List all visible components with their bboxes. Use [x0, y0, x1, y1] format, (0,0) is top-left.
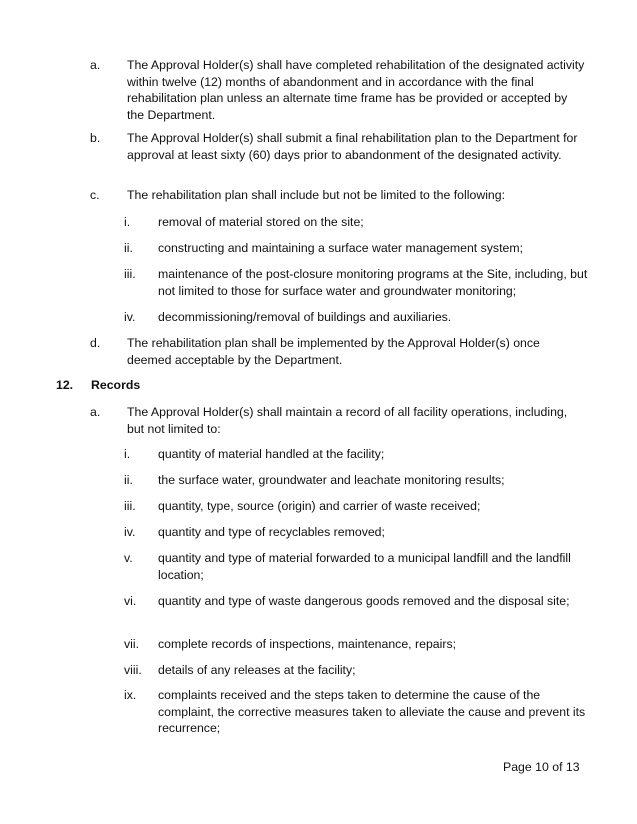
item-marker: a.	[90, 58, 101, 72]
item-text: The Approval Holder(s) shall submit a final rehabilitation plan to the Department for approval at least sixty (60) days prior to abandonment of the designated activity.	[127, 131, 578, 162]
subitem-marker: ix.	[124, 688, 137, 702]
item-text: The Approval Holder(s) shall maintain a record of all facility operations, including, but not limited to:	[127, 405, 568, 436]
subitem-marker: ii.	[124, 473, 133, 487]
subitem-marker: i.	[124, 215, 131, 229]
subitem-marker: iv.	[124, 525, 136, 539]
subitem-marker: viii.	[124, 663, 142, 677]
subitem-marker: vii.	[124, 637, 140, 651]
subitem-marker: iii.	[124, 499, 136, 513]
subitem-text: complaints received and the steps taken to determine the cause of the complaint, the corrective measures taken to alleviate the cause and prevent its recurrence;	[158, 688, 586, 735]
subitem-marker: iv.	[124, 310, 136, 324]
subitem-text: quantity and type of recyclables removed;	[158, 525, 385, 539]
subitem-text: details of any releases at the facility;	[158, 663, 356, 677]
subitem-text: the surface water, groundwater and leachate monitoring results;	[158, 473, 505, 487]
subitem-text: constructing and maintaining a surface water management system;	[158, 241, 523, 255]
item-marker: a.	[90, 405, 101, 419]
subitem-marker: i.	[124, 447, 131, 461]
section-number: 12.	[56, 378, 74, 392]
item-marker: c.	[90, 188, 100, 202]
subitem-text: quantity and type of waste dangerous goods removed and the disposal site;	[158, 594, 570, 608]
subitem-text: removal of material stored on the site;	[158, 215, 364, 229]
item-marker: d.	[90, 336, 101, 350]
item-text: The rehabilitation plan shall be implemented by the Approval Holder(s) once deemed acceptable by the Department.	[127, 336, 540, 367]
subitem-text: maintenance of the post-closure monitoring programs at the Site, including, but not limited to those for surface water and groundwater monitoring;	[158, 267, 588, 298]
item-marker: b.	[90, 131, 101, 145]
subitem-text: quantity and type of material forwarded to a municipal landfill and the landfill location;	[158, 551, 571, 582]
section-title: Records	[91, 378, 141, 392]
subitem-text: complete records of inspections, maintenance, repairs;	[158, 637, 457, 651]
subitem-text: quantity of material handled at the facility;	[158, 447, 385, 461]
subitem-text: quantity, type, source (origin) and carrier of waste received;	[158, 499, 481, 513]
subitem-marker: ii.	[124, 241, 133, 255]
subitem-text: decommissioning/removal of buildings and auxiliaries.	[158, 310, 452, 324]
item-text: The Approval Holder(s) shall have completed rehabilitation of the designated activity within twelve (12) months of abandonment and in accordance with the final rehabilitation plan unless an alternate time frame has be provided or accepted by the Department.	[127, 58, 585, 122]
item-text: The rehabilitation plan shall include but not be limited to the following:	[127, 188, 506, 202]
subitem-marker: v.	[124, 551, 133, 565]
page-number: Page 10 of 13	[503, 760, 580, 774]
subitem-marker: iii.	[124, 267, 136, 281]
subitem-marker: vi.	[124, 594, 137, 608]
